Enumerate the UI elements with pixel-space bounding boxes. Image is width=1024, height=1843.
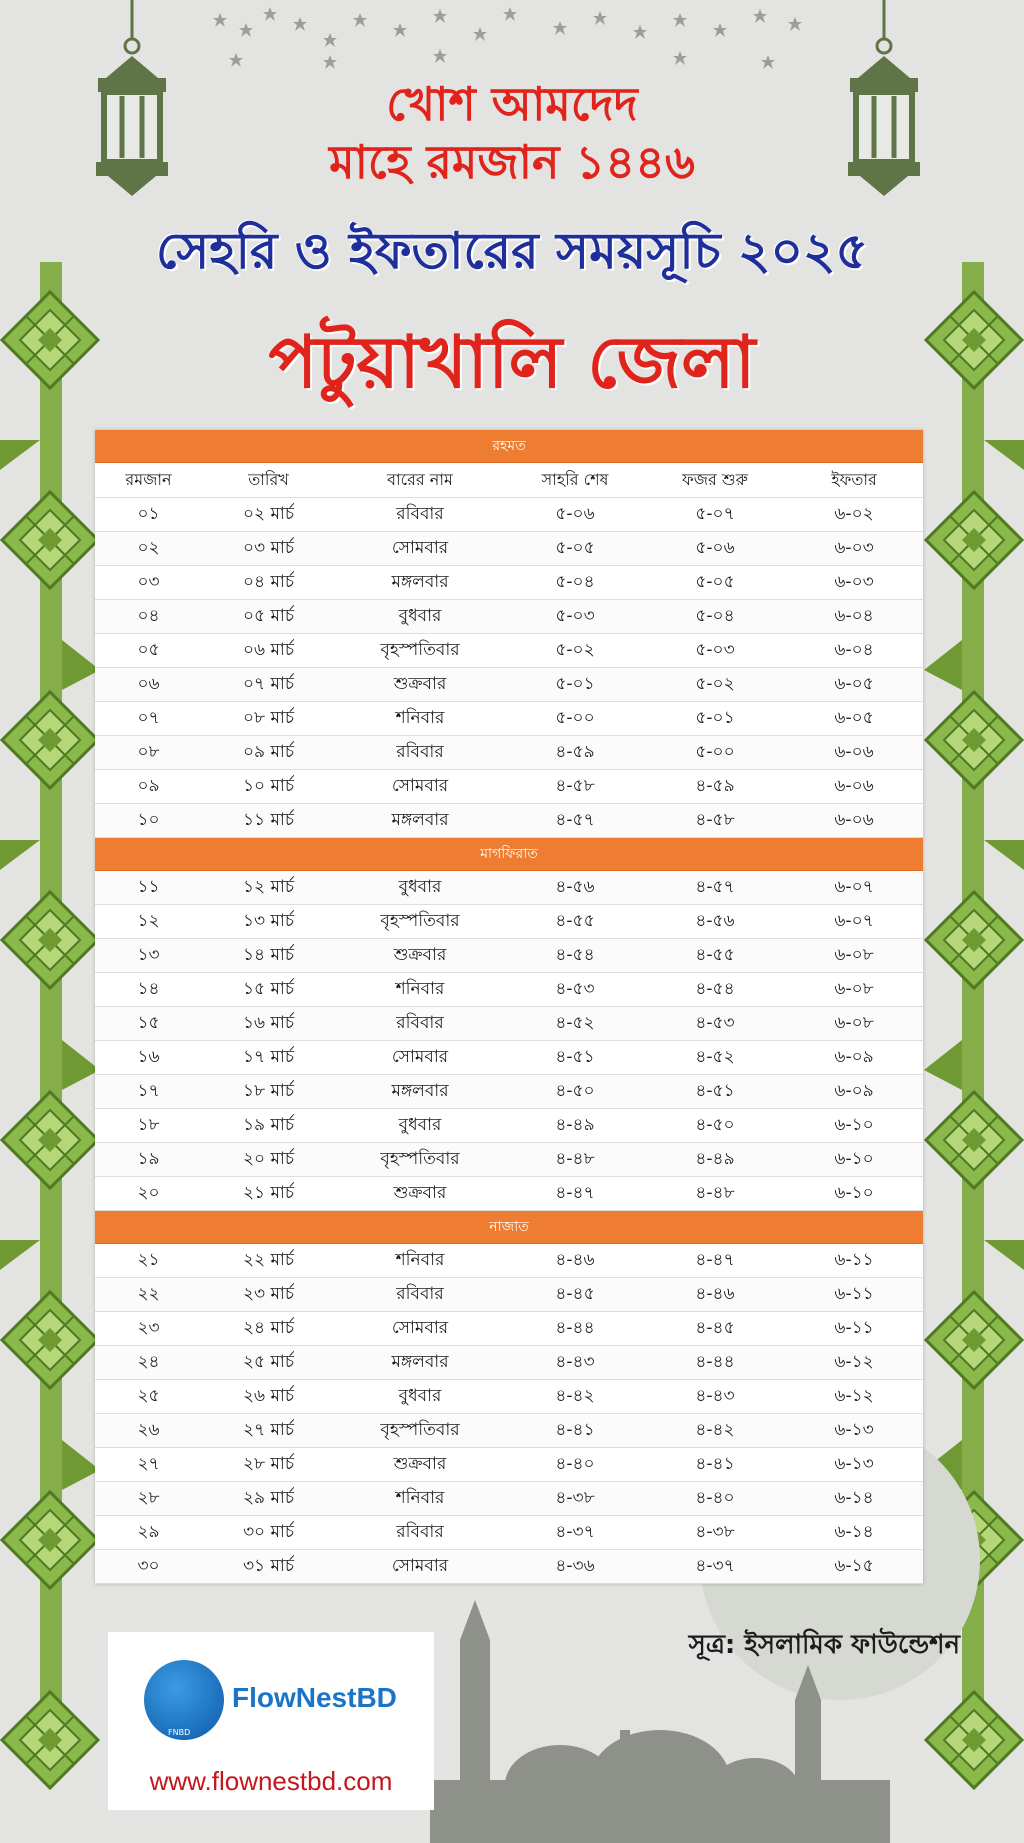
table-cell: ৪-৪৭ (505, 1177, 645, 1211)
ketupat-icon (0, 262, 100, 1788)
table-cell: ৫-০৬ (505, 498, 645, 532)
table-cell: সোমবার (335, 1550, 505, 1584)
table-cell: ৪-৫৫ (645, 939, 785, 973)
star-icon (213, 7, 802, 69)
brand-logo (108, 1632, 434, 1810)
table-cell: ৪-৩৮ (505, 1482, 645, 1516)
table-cell: ০৬ (95, 668, 202, 702)
table-cell: ৬-০২ (785, 498, 923, 532)
table-cell: ৬-১০ (785, 1177, 923, 1211)
table-cell: ২৬ (95, 1414, 202, 1448)
table-cell: ৩০ মার্চ (202, 1516, 335, 1550)
table-cell: ৪-৫৪ (505, 939, 645, 973)
table-cell: ১৯ (95, 1143, 202, 1177)
table-cell: ০৪ মার্চ (202, 566, 335, 600)
schedule-title: সেহরি ও ইফতারের সময়সূচি ২০২৫ (155, 222, 869, 280)
table-cell: ৫-০২ (505, 634, 645, 668)
table-cell: ২২ (95, 1278, 202, 1312)
table-cell: ৬-১০ (785, 1109, 923, 1143)
table-cell: ৪-৩৮ (645, 1516, 785, 1550)
table-row (95, 1516, 923, 1550)
table-cell: ২৪ মার্চ (202, 1312, 335, 1346)
logo-mark-text: FNBD (168, 1728, 191, 1737)
table-row (95, 498, 923, 532)
table-cell: শুক্রবার (335, 1177, 505, 1211)
table-cell: বুধবার (335, 1380, 505, 1414)
table-cell: ৪-৫৬ (645, 905, 785, 939)
table-cell: ৫-০৫ (645, 566, 785, 600)
column-header-row (95, 463, 923, 498)
section-title: রহমত (95, 430, 923, 463)
table-cell: ৬-০৬ (785, 770, 923, 804)
table-cell: ০১ (95, 498, 202, 532)
table-cell: ৪-৩৬ (505, 1550, 645, 1584)
table-cell: ০৪ (95, 600, 202, 634)
table-cell: ১৩ মার্চ (202, 905, 335, 939)
brand-name: FlowNestBD (232, 1682, 397, 1713)
table-cell: বৃহস্পতিবার (335, 634, 505, 668)
table-cell: ৪-৫৮ (505, 770, 645, 804)
column-header: ইফতার (785, 463, 923, 498)
table-cell: ২৯ মার্চ (202, 1482, 335, 1516)
table-cell: বৃহস্পতিবার (335, 1414, 505, 1448)
table-cell: ৬-১১ (785, 1278, 923, 1312)
table-cell: সোমবার (335, 532, 505, 566)
table-cell: ৪-৫৩ (505, 973, 645, 1007)
lantern-icon (96, 0, 168, 196)
district-title: পটুয়াখালি জেলা (268, 320, 756, 404)
table-cell: ৪-৪১ (645, 1448, 785, 1482)
table-cell: ৫-০৪ (645, 600, 785, 634)
table-cell: ১৩ (95, 939, 202, 973)
table-cell: ৪-৪৪ (505, 1312, 645, 1346)
table-cell: ৫-০০ (505, 702, 645, 736)
table-row (95, 1346, 923, 1380)
table-cell: ০৩ মার্চ (202, 532, 335, 566)
table-cell: ৪-৪৩ (505, 1346, 645, 1380)
table-cell: ৫-০১ (645, 702, 785, 736)
table-row (95, 1041, 923, 1075)
table-cell: ৬-১২ (785, 1346, 923, 1380)
table-cell: ১৯ মার্চ (202, 1109, 335, 1143)
table-cell: ০৩ (95, 566, 202, 600)
column-header: সাহরি শেষ (505, 463, 645, 498)
table-cell: ০৮ মার্চ (202, 702, 335, 736)
schedule-table (95, 430, 923, 1584)
table-cell: ৬-০৮ (785, 939, 923, 973)
table-cell: ৬-০৪ (785, 634, 923, 668)
table-cell: ৪-৪৬ (505, 1244, 645, 1278)
section-header (95, 1211, 923, 1244)
table-cell: ৪-৩৭ (645, 1550, 785, 1584)
table-cell: ২৮ মার্চ (202, 1448, 335, 1482)
table-row (95, 973, 923, 1007)
table-cell: মঙ্গলবার (335, 1075, 505, 1109)
section-header (95, 838, 923, 871)
table-cell: বুধবার (335, 600, 505, 634)
table-row (95, 1414, 923, 1448)
table-cell: ৬-১৩ (785, 1448, 923, 1482)
table-cell: ৪-৫২ (505, 1007, 645, 1041)
table-cell: ৪-৫১ (505, 1041, 645, 1075)
table-cell: ৪-৫০ (505, 1075, 645, 1109)
table-cell: ৫-০৩ (645, 634, 785, 668)
table-cell: ৪-৫৯ (505, 736, 645, 770)
table-cell: ২৮ (95, 1482, 202, 1516)
table-cell: ৪-৪০ (505, 1448, 645, 1482)
table-cell: ০৯ মার্চ (202, 736, 335, 770)
table-cell: ৬-১৩ (785, 1414, 923, 1448)
table-cell: ০৭ মার্চ (202, 668, 335, 702)
table-cell: ০২ (95, 532, 202, 566)
table-cell: ৬-১২ (785, 1380, 923, 1414)
table-cell: ২১ (95, 1244, 202, 1278)
table-cell: রবিবার (335, 498, 505, 532)
table-cell: ৪-৪৬ (645, 1278, 785, 1312)
table-cell: ০৫ মার্চ (202, 600, 335, 634)
table-cell: ৫-০৩ (505, 600, 645, 634)
table-cell: ১৬ (95, 1041, 202, 1075)
table-row (95, 600, 923, 634)
website-link[interactable]: www.flownestbd.com (149, 1766, 393, 1796)
table-cell: ৬-০৯ (785, 1075, 923, 1109)
table-cell: ৩০ (95, 1550, 202, 1584)
table-cell: ০৯ (95, 770, 202, 804)
table-cell: ২৫ (95, 1380, 202, 1414)
table-row (95, 1007, 923, 1041)
table-row (95, 532, 923, 566)
table-cell: ৫-০০ (645, 736, 785, 770)
table-cell: শনিবার (335, 1244, 505, 1278)
table-cell: ৪-৪০ (645, 1482, 785, 1516)
table-cell: ২২ মার্চ (202, 1244, 335, 1278)
table-row (95, 1075, 923, 1109)
table-cell: সোমবার (335, 1041, 505, 1075)
table-row (95, 668, 923, 702)
table-cell: ৬-০৫ (785, 702, 923, 736)
table-cell: ৪-৪৫ (505, 1278, 645, 1312)
table-row (95, 939, 923, 973)
table-cell: ৪-৫৫ (505, 905, 645, 939)
table-cell: ২০ মার্চ (202, 1143, 335, 1177)
table-cell: ০৮ (95, 736, 202, 770)
table-row (95, 1550, 923, 1584)
table-row (95, 804, 923, 838)
table-cell: ৬-০৫ (785, 668, 923, 702)
table-cell: ১৮ (95, 1109, 202, 1143)
table-cell: ৪-৫৭ (645, 871, 785, 905)
column-header: তারিখ (202, 463, 335, 498)
table-cell: শুক্রবার (335, 939, 505, 973)
table-cell: ২৩ মার্চ (202, 1278, 335, 1312)
column-header: বারের নাম (335, 463, 505, 498)
table-cell: ২০ (95, 1177, 202, 1211)
table-cell: ১৬ মার্চ (202, 1007, 335, 1041)
table-cell: ১১ (95, 871, 202, 905)
table-cell: ৪-৩৭ (505, 1516, 645, 1550)
table-cell: ৪-৪৪ (645, 1346, 785, 1380)
table-cell: ১৫ মার্চ (202, 973, 335, 1007)
table-cell: ৫-০৪ (505, 566, 645, 600)
table-cell: ৪-৫৮ (645, 804, 785, 838)
table-cell: শুক্রবার (335, 668, 505, 702)
table-cell: ৫-০১ (505, 668, 645, 702)
table-cell: ৪-৫৪ (645, 973, 785, 1007)
table-cell: ১৪ মার্চ (202, 939, 335, 973)
table-cell: ৪-৪২ (645, 1414, 785, 1448)
table-row (95, 702, 923, 736)
table-cell: ৬-০৭ (785, 905, 923, 939)
welcome-heading: খোশ আমদেদ (386, 77, 638, 131)
table-cell: শনিবার (335, 702, 505, 736)
table-cell: ২৭ মার্চ (202, 1414, 335, 1448)
table-cell: ৬-০৩ (785, 532, 923, 566)
table-cell: ৪-৪৮ (645, 1177, 785, 1211)
source-credit: সূত্র: ইসলামিক ফাউন্ডেশন (688, 1630, 960, 1660)
table-cell: ৫-০৬ (645, 532, 785, 566)
table-cell: ০২ মার্চ (202, 498, 335, 532)
table-cell: ৪-৪৭ (645, 1244, 785, 1278)
table-cell: ৬-০৪ (785, 600, 923, 634)
table-cell: ৫-০২ (645, 668, 785, 702)
table-cell: রবিবার (335, 736, 505, 770)
table-cell: ২৫ মার্চ (202, 1346, 335, 1380)
table-cell: রবিবার (335, 1278, 505, 1312)
table-row (95, 905, 923, 939)
table-cell: বুধবার (335, 1109, 505, 1143)
table-cell: বৃহস্পতিবার (335, 1143, 505, 1177)
table-cell: ৪-৫০ (645, 1109, 785, 1143)
table-cell: সোমবার (335, 770, 505, 804)
table-cell: শনিবার (335, 973, 505, 1007)
table-cell: রবিবার (335, 1007, 505, 1041)
table-cell: ৪-৫৭ (505, 804, 645, 838)
section-title: নাজাত (95, 1211, 923, 1244)
table-cell: ১৭ (95, 1075, 202, 1109)
column-header: রমজান (95, 463, 202, 498)
table-cell: ২৬ মার্চ (202, 1380, 335, 1414)
table-cell: ৬-০৯ (785, 1041, 923, 1075)
table-cell: ৪-৫৯ (645, 770, 785, 804)
table-cell: শনিবার (335, 1482, 505, 1516)
table-cell: ০৬ মার্চ (202, 634, 335, 668)
table-cell: ৪-৫৩ (645, 1007, 785, 1041)
table-cell: ৪-৫২ (645, 1041, 785, 1075)
table-cell: রবিবার (335, 1516, 505, 1550)
table-cell: বৃহস্পতিবার (335, 905, 505, 939)
table-cell: ৪-৪৩ (645, 1380, 785, 1414)
table-cell: ১৪ (95, 973, 202, 1007)
section-title: মাগফিরাত (95, 838, 923, 871)
table-row (95, 871, 923, 905)
table-cell: ৫-০৭ (645, 498, 785, 532)
table-row (95, 1380, 923, 1414)
table-cell: মঙ্গলবার (335, 566, 505, 600)
table-cell: ৪-৪১ (505, 1414, 645, 1448)
table-cell: ৪-৪৮ (505, 1143, 645, 1177)
table-cell: ৪-৫৬ (505, 871, 645, 905)
table-cell: ৬-১০ (785, 1143, 923, 1177)
table-cell: ১২ মার্চ (202, 871, 335, 905)
table-cell: ৬-০৩ (785, 566, 923, 600)
table-row (95, 566, 923, 600)
table-row (95, 1244, 923, 1278)
table-cell: ২৪ (95, 1346, 202, 1380)
table-cell: ৪-৪৫ (645, 1312, 785, 1346)
table-cell: ৬-০৮ (785, 973, 923, 1007)
table-cell: ১১ মার্চ (202, 804, 335, 838)
table-row (95, 770, 923, 804)
table-row (95, 634, 923, 668)
table-row (95, 1278, 923, 1312)
table-cell: মঙ্গলবার (335, 804, 505, 838)
table-cell: ৬-০৬ (785, 804, 923, 838)
table-row (95, 1482, 923, 1516)
table-row (95, 1143, 923, 1177)
table-cell: শুক্রবার (335, 1448, 505, 1482)
table-cell: ২৩ (95, 1312, 202, 1346)
table-cell: ২৭ (95, 1448, 202, 1482)
table-cell: বুধবার (335, 871, 505, 905)
table-row (95, 1177, 923, 1211)
table-cell: ১২ (95, 905, 202, 939)
table-cell: ০৫ (95, 634, 202, 668)
table-cell: ৬-০৭ (785, 871, 923, 905)
section-header (95, 430, 923, 463)
table-cell: ১০ মার্চ (202, 770, 335, 804)
table-cell: ৪-৫১ (645, 1075, 785, 1109)
table-row (95, 736, 923, 770)
table-cell: ৪-৪২ (505, 1380, 645, 1414)
table-cell: মঙ্গলবার (335, 1346, 505, 1380)
table-cell: ৬-১৫ (785, 1550, 923, 1584)
table-cell: ৩১ মার্চ (202, 1550, 335, 1584)
table-row (95, 1312, 923, 1346)
table-row (95, 1448, 923, 1482)
table-cell: ১০ (95, 804, 202, 838)
column-header: ফজর শুরু (645, 463, 785, 498)
table-cell: ৫-০৫ (505, 532, 645, 566)
table-cell: ১৭ মার্চ (202, 1041, 335, 1075)
table-cell: ৪-৪৯ (645, 1143, 785, 1177)
table-cell: ২১ মার্চ (202, 1177, 335, 1211)
table-cell: ৬-১১ (785, 1244, 923, 1278)
table-row (95, 1109, 923, 1143)
table-cell: ১৫ (95, 1007, 202, 1041)
table-cell: ৬-০৮ (785, 1007, 923, 1041)
table-cell: ০৭ (95, 702, 202, 736)
table-cell: ৬-১৪ (785, 1482, 923, 1516)
table-cell: ২৯ (95, 1516, 202, 1550)
table-cell: ৬-০৬ (785, 736, 923, 770)
table-cell: ৪-৪৯ (505, 1109, 645, 1143)
table-cell: ৬-১১ (785, 1312, 923, 1346)
table-cell: ১৮ মার্চ (202, 1075, 335, 1109)
table-cell: ৬-১৪ (785, 1516, 923, 1550)
ramadan-year-heading: মাহে রমজান ১৪৪৬ (329, 135, 695, 189)
table-cell: সোমবার (335, 1312, 505, 1346)
